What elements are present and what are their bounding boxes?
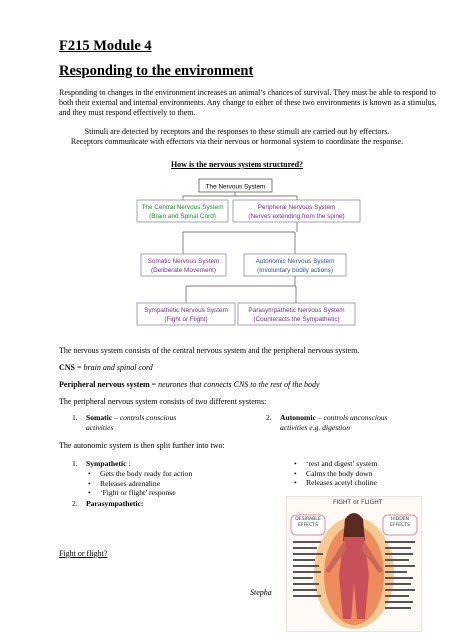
- somatic-name: Somatic: [86, 413, 113, 422]
- box-autonomic-subtitle: (Involuntary bodily actions): [256, 267, 334, 274]
- ns-consists-paragraph: The nervous system consists of the central nervous system and the peripheral nervous system.: [59, 346, 360, 355]
- list-item: • Calms the body down: [294, 469, 444, 479]
- box-autonomic-nervous-system: [244, 254, 346, 276]
- illus-left-label-2: EFFECTS: [297, 523, 319, 528]
- sympathetic-list: [88, 469, 258, 498]
- box-nervous-system: [199, 179, 272, 192]
- box-sympathetic-title: Sympathetic Nervous System: [144, 307, 228, 314]
- illus-title: FIGHT or FLIGHT: [333, 499, 383, 506]
- box-central-nervous-system: [137, 200, 228, 222]
- sympathetic-heading: [72, 459, 131, 469]
- box-cns-title: The Central Nervous System: [141, 204, 224, 211]
- list-item: • ‘Fight or flight’ response: [88, 488, 258, 498]
- box-peripheral-nervous-system: [233, 200, 360, 222]
- list-item: • Releases acetyl choline: [294, 478, 444, 488]
- fight-or-flight-heading: Fight or flight?: [59, 549, 108, 558]
- pns-two-systems: The peripheral nervous system consists of two different systems:: [59, 397, 267, 406]
- somatic-item: [72, 413, 252, 432]
- box-autonomic-title: Autonomic Nervous System: [255, 258, 335, 265]
- parasympathetic-num: 2.: [72, 499, 78, 508]
- autonomic-dash: –: [315, 413, 324, 422]
- intro-paragraph: Responding to changes in the environment increases an animal’s chances of survival. They must be able to respond to both their external and internal environments. Any change to either of these two environments is known as a stimulus, and they must respond effectively to them.: [59, 88, 437, 117]
- pns-definition: [59, 380, 320, 390]
- somatic-desc-1: controls conscious: [119, 413, 177, 422]
- autonomic-desc-1: controls unconscious: [323, 413, 388, 422]
- diagram-question: How is the nervous system structured?: [170, 160, 304, 169]
- illus-right-label-2: EFFECTS: [389, 523, 411, 528]
- cns-def-text: brain and spinal cord: [83, 363, 153, 372]
- box-parasympathetic-title: Parasympathetic Nervous System: [248, 307, 345, 314]
- box-parasympathetic-nervous-system: [238, 303, 355, 325]
- pns-def-text: neurones that connects CNS to the rest of the body: [158, 380, 320, 389]
- autonomic-num: 2.: [266, 413, 272, 422]
- list-item: • Gets the body ready for action: [88, 469, 258, 479]
- list-item: • ‘rest and digest’ system: [294, 459, 444, 469]
- box-cns-subtitle: (Brain and Spinal Cord): [149, 213, 216, 220]
- box-sympathetic-nervous-system: [137, 303, 235, 325]
- cns-term: CNS: [59, 363, 76, 372]
- author-fragment: Stepha: [250, 588, 272, 597]
- parasympathetic-heading: [72, 499, 143, 509]
- sympathetic-name: Sympathetic: [86, 459, 127, 468]
- autonomic-split: The autonomic system is then split further into two:: [59, 441, 225, 450]
- box-somatic-subtitle: (Deliberate Movement): [151, 267, 216, 274]
- sympathetic-num: 1.: [72, 459, 78, 468]
- somatic-desc-2: activities: [86, 422, 114, 432]
- parasympathetic-list: [294, 459, 444, 488]
- parasympathetic-name: Parasympathetic:: [86, 499, 144, 508]
- box-pns-subtitle: (Nerves extending from the spine): [248, 213, 345, 220]
- list-item: • Releases adrenaline: [88, 479, 258, 489]
- pns-equals: =: [149, 380, 159, 389]
- autonomic-item: [266, 413, 446, 432]
- cns-definition: [59, 363, 153, 373]
- receptors-paragraph: Stimuli are detected by receptors and the responses to these stimuli are carried out by effectors. Receptors communicate with effectors via their nervous or hormonal system to coordinate the response.: [70, 127, 404, 146]
- box-somatic-title: Somatic Nervous System: [147, 258, 220, 265]
- box-somatic-nervous-system: [141, 254, 226, 276]
- box-pns-title: Peripheral Nervous System: [257, 204, 336, 211]
- box-sympathetic-subtitle: (Fight or Flight): [164, 316, 208, 323]
- fight-or-flight-illustration: [286, 496, 422, 632]
- box-parasympathetic-subtitle: (Counteracts the Sympathetic): [253, 316, 340, 323]
- somatic-num: 1.: [72, 413, 78, 422]
- box-nervous-system-label: The Nervous System: [205, 183, 266, 191]
- somatic-dash: –: [112, 413, 120, 422]
- sympathetic-colon: :: [126, 459, 131, 468]
- illus-right-label-1: HIDDEN: [390, 517, 410, 522]
- autonomic-name: Autonomic: [280, 413, 316, 422]
- section-heading: Responding to the environment: [59, 63, 254, 79]
- illus-left-label-1: DESIRABLE: [295, 517, 321, 522]
- pns-term: Peripheral nervous system: [59, 380, 150, 389]
- illus-right-label: [384, 517, 416, 529]
- page-title: F215 Module 4: [59, 38, 152, 54]
- autonomic-desc-2: activities e.g. digestion: [280, 422, 351, 432]
- illus-left-label: [292, 517, 324, 529]
- cns-equals: =: [75, 363, 84, 372]
